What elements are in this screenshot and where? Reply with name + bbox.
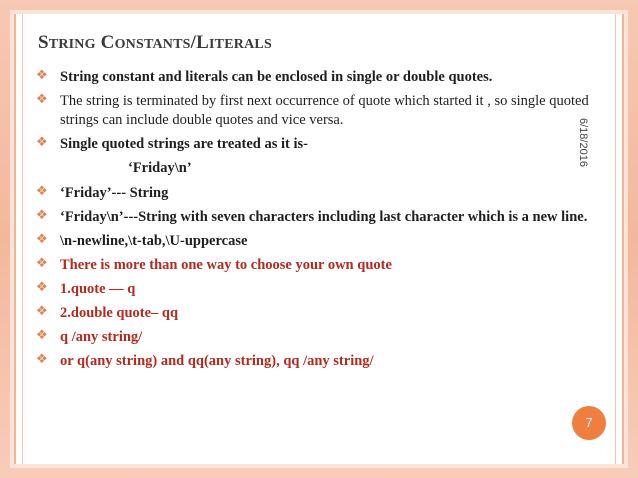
bullet-icon: ❖ xyxy=(36,280,48,295)
bullet-item xyxy=(36,256,608,275)
slide-title-text: STRING CONSTANTS/LITERALS xyxy=(38,32,272,53)
bullet-item xyxy=(36,280,608,299)
example-line: ‘Friday\n’ xyxy=(128,160,192,176)
bullet-icon: ❖ xyxy=(36,232,48,247)
bullet-text: or q(any string) and qq(any string), qq /any string/ xyxy=(60,353,374,369)
bullet-text: \n-newline,\t-tab,\U-uppercase xyxy=(60,233,248,249)
bullet-icon: ❖ xyxy=(36,304,48,319)
bullet-text: String constant and literals can be enclosed in single or double quotes. xyxy=(60,69,493,85)
page-number-badge: 7 xyxy=(572,406,606,440)
bullet-text: ‘Friday’--- String xyxy=(60,185,169,201)
bullet-icon: ❖ xyxy=(36,328,48,343)
bullet-icon: ❖ xyxy=(36,92,48,107)
bullet-item xyxy=(36,232,608,251)
bullet-list xyxy=(36,68,608,376)
bullet-icon: ❖ xyxy=(36,135,48,150)
bullet-icon: ❖ xyxy=(36,208,48,223)
bullet-icon: ❖ xyxy=(36,184,48,199)
bullet-icon: ❖ xyxy=(36,68,48,83)
bullet-text: q /any string/ xyxy=(60,329,143,345)
bullet-item xyxy=(36,92,608,130)
bullet-item xyxy=(36,184,608,203)
slide-title xyxy=(38,32,272,54)
border-line-right xyxy=(615,14,616,464)
bullet-text: Single quoted strings are treated as it is- xyxy=(60,136,308,152)
bullet-text: ‘Friday\n’---String with seven characters including last character which is a new line. xyxy=(60,209,588,225)
bullet-text: 2.double quote– qq xyxy=(60,305,179,321)
slide-date: 6/18/2016 xyxy=(577,118,589,167)
bullet-item xyxy=(36,208,608,227)
bullet-item xyxy=(36,328,608,347)
bullet-item xyxy=(36,135,608,154)
border-line-left xyxy=(22,14,23,464)
bullet-icon: ❖ xyxy=(36,256,48,271)
bullet-item xyxy=(36,304,608,323)
bullet-text: 1.quote — q xyxy=(60,281,136,297)
bullet-item xyxy=(36,352,608,371)
bullet-text: There is more than one way to choose your own quote xyxy=(60,257,392,273)
bullet-item xyxy=(36,68,608,87)
bullet-icon: ❖ xyxy=(36,352,48,367)
bullet-text: The string is terminated by first next occurrence of quote which started it , so single quoted strings can include double quotes and vice versa. xyxy=(60,93,589,128)
